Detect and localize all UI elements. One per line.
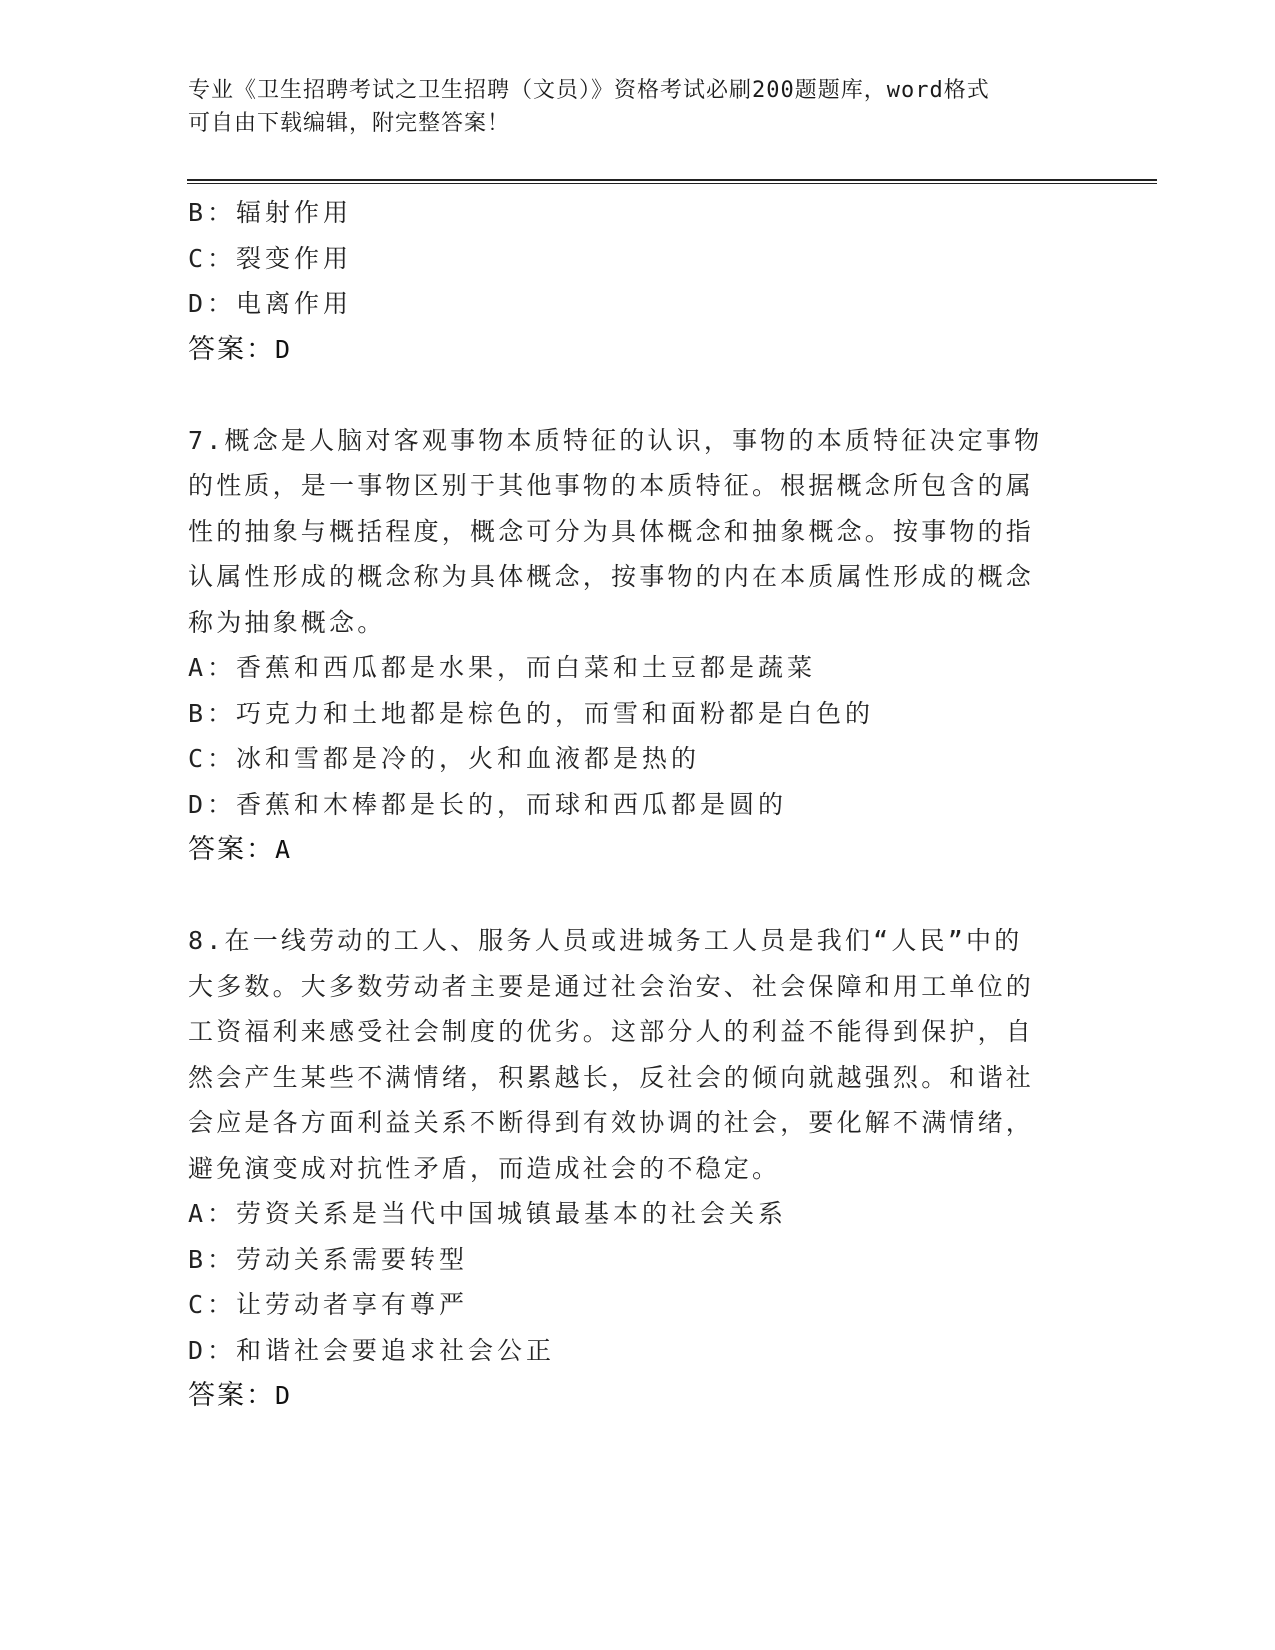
question-7	[188, 418, 1068, 873]
stem-line: 大多数。大多数劳动者主要是通过社会治安、社会保障和用工单位的	[188, 971, 1035, 1001]
question-8	[188, 918, 1068, 1419]
answer-line	[188, 1373, 1068, 1419]
stem-line: 8.在一线劳动的工人、服务人员或进城务工人员是我们“人民”中的	[188, 926, 1023, 955]
question-stem	[188, 418, 1068, 646]
option-b: B：巧克力和土地都是棕色的，而雪和面粉都是白色的	[188, 698, 875, 728]
answer-value: A	[275, 835, 293, 864]
answer-label: 答案：	[188, 1380, 275, 1411]
spacer	[188, 873, 1068, 919]
stem-line: 然会产生某些不满情绪，积累越长，反社会的倾向就越强烈。和谐社	[188, 1062, 1035, 1092]
question-6-fragment	[188, 190, 1068, 372]
option-c: C：裂变作用	[188, 243, 353, 273]
answer-value: D	[275, 334, 293, 364]
spacer	[188, 372, 1068, 418]
option-d: D：和谐社会要追求社会公正	[188, 1335, 556, 1365]
stem-line: 会应是各方面利益关系不断得到有效协调的社会，要化解不满情绪，	[188, 1108, 1035, 1137]
stem-line: 避免演变成对抗性矛盾，而造成社会的不稳定。	[188, 1153, 781, 1183]
answer-line	[188, 327, 1068, 373]
stem-line: 认属性形成的概念称为具体概念，按事物的内在本质属性形成的概念	[188, 562, 1035, 591]
answer-label: 答案：	[188, 834, 275, 865]
question-stem	[188, 918, 1068, 1191]
option-a: A：劳资关系是当代中国城镇最基本的社会关系	[188, 1199, 788, 1228]
page-header	[188, 74, 1068, 140]
stem-line: 7.概念是人脑对客观事物本质特征的认识，事物的本质特征决定事物	[188, 425, 1043, 455]
stem-line: 性的抽象与概括程度，概念可分为具体概念和抽象概念。按事物的指	[188, 516, 1035, 546]
answer-label: 答案：	[188, 333, 275, 365]
answer-line	[188, 827, 1068, 873]
document-body	[188, 190, 1068, 1419]
option-b: B：劳动关系需要转型	[188, 1244, 469, 1274]
option-a: A：香蕉和西瓜都是水果，而白菜和土豆都是蔬菜	[188, 653, 817, 682]
stem-line: 工资福利来感受社会制度的优劣。这部分人的利益不能得到保护，自	[188, 1017, 1035, 1046]
option-c: C：冰和雪都是冷的，火和血液都是热的	[188, 744, 701, 773]
header-line-2: 可自由下载编辑，附完整答案！	[188, 111, 511, 136]
option-b: B：辐射作用	[188, 198, 353, 227]
option-c: C：让劳动者享有尊严	[188, 1290, 469, 1319]
stem-line: 的性质，是一事物区别于其他事物的本质特征。根据概念所包含的属	[188, 471, 1035, 500]
header-line-1: 专业《卫生招聘考试之卫生招聘（文员）》资格考试必刷200题题库，word格式	[188, 78, 990, 103]
stem-line: 称为抽象概念。	[188, 607, 386, 637]
option-d: D：电离作用	[188, 289, 353, 318]
option-d: D：香蕉和木棒都是长的，而球和西瓜都是圆的	[188, 789, 788, 819]
header-divider	[187, 179, 1157, 184]
answer-value: D	[275, 1381, 293, 1410]
